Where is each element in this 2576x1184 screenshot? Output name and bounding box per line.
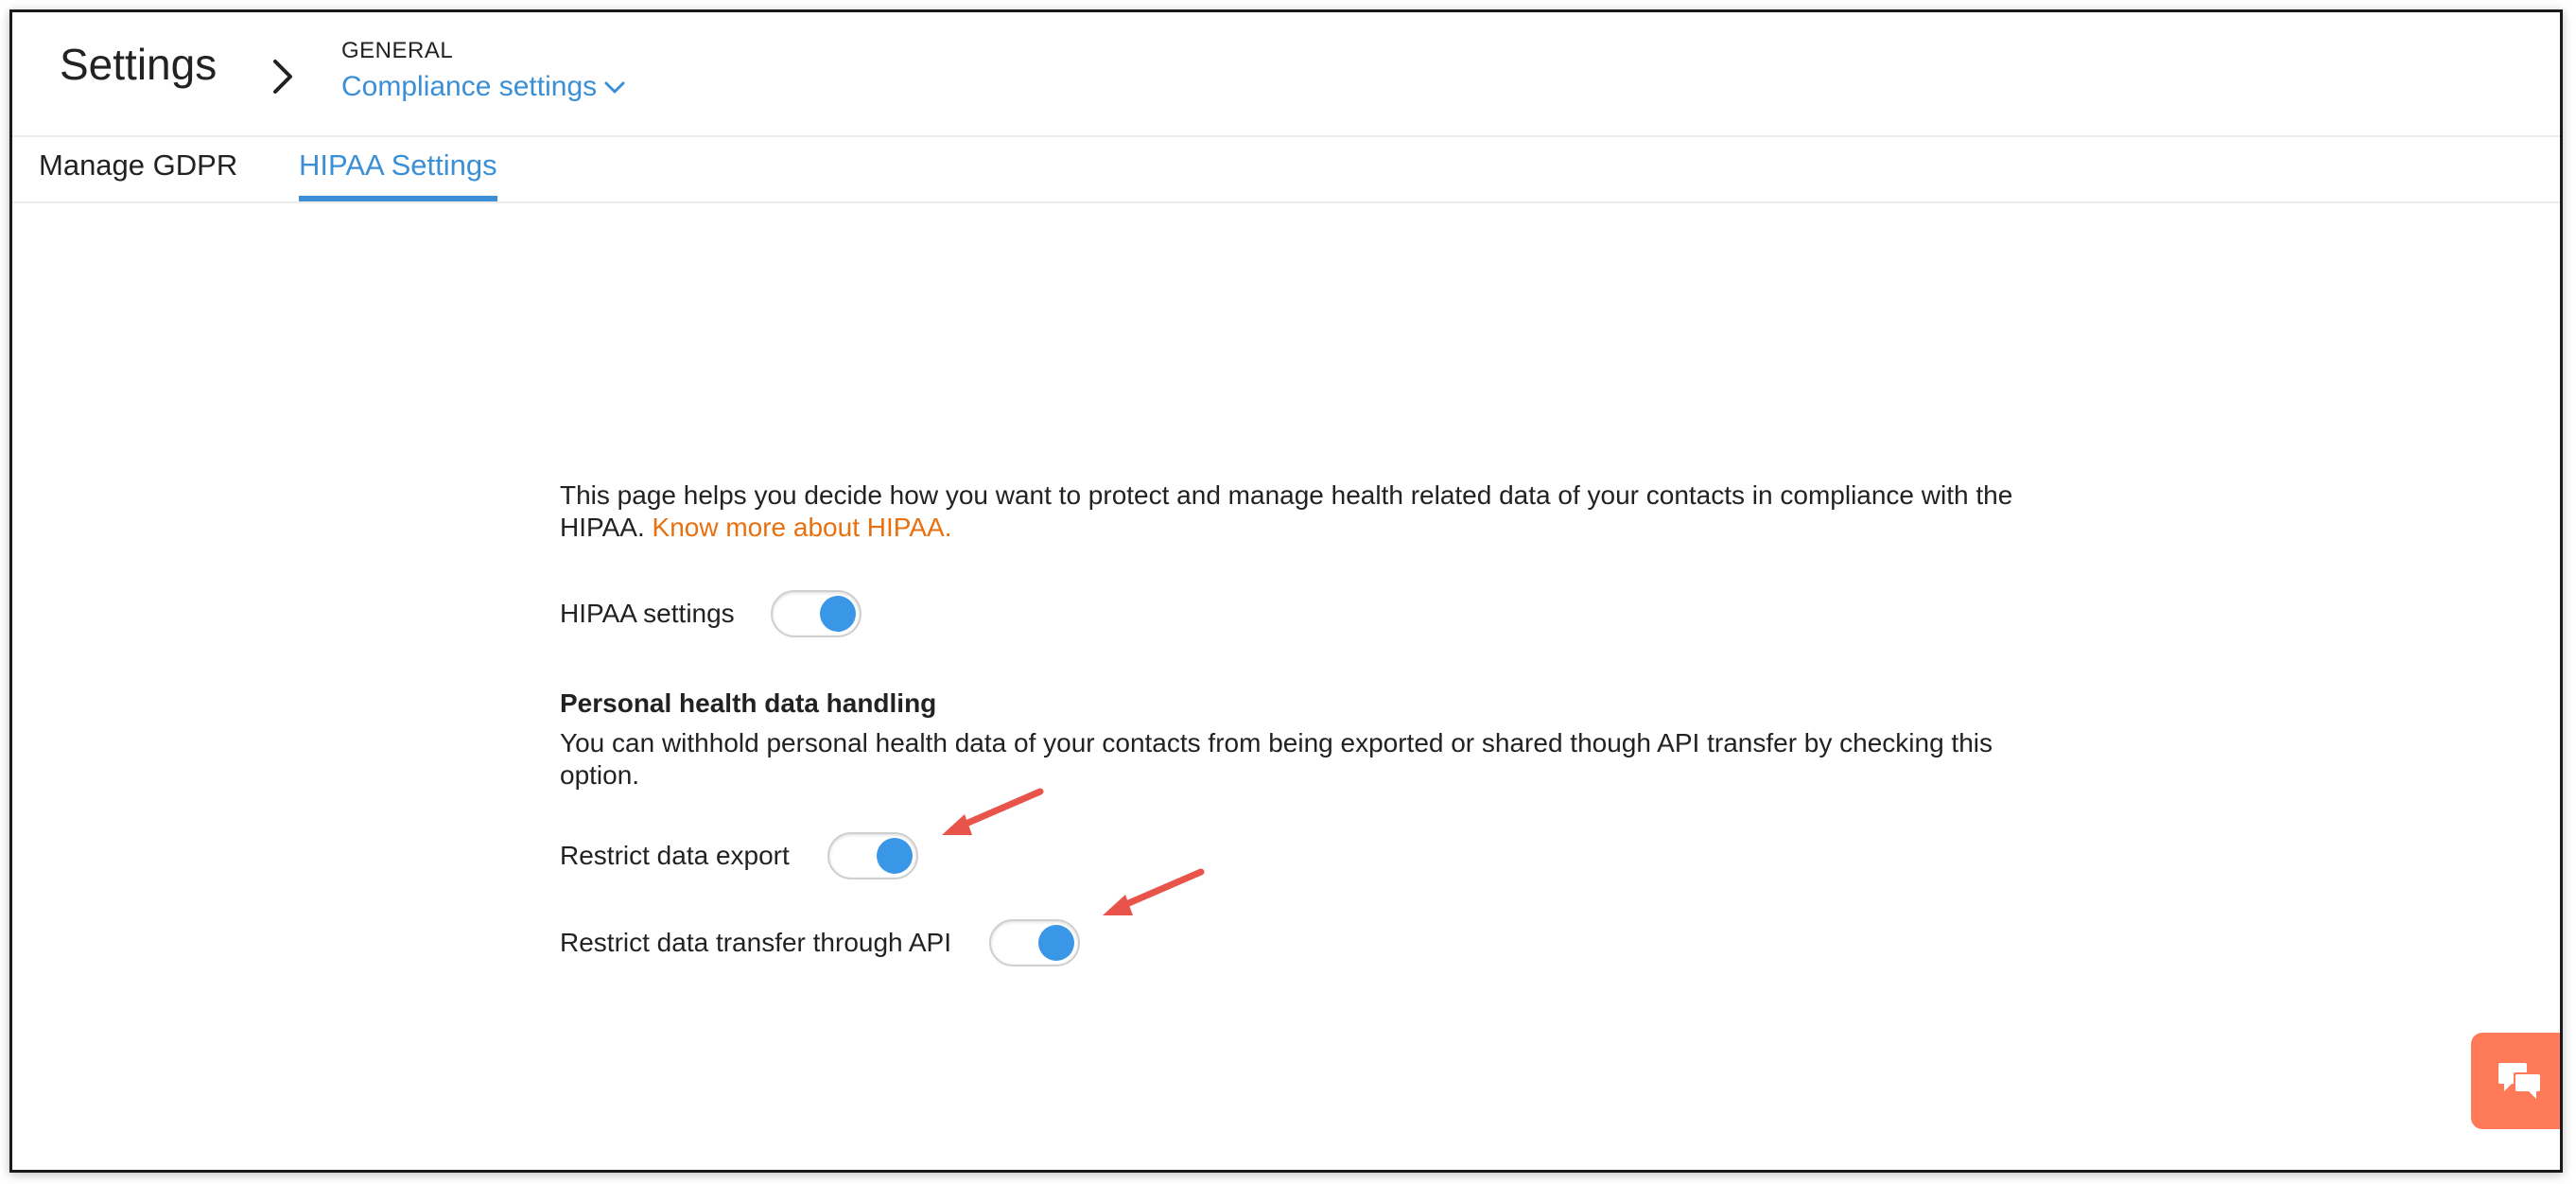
chat-bubbles-icon bbox=[2497, 1059, 2544, 1103]
intro-text: This page helps you decide how you want to protect and manage health related data of your contacts in compliance with the HIPAA. bbox=[560, 480, 2013, 542]
hipaa-settings-label: HIPAA settings bbox=[560, 599, 735, 628]
toggle-knob bbox=[1038, 925, 1074, 961]
hipaa-settings-toggle[interactable] bbox=[771, 590, 862, 637]
know-more-link[interactable]: Know more about HIPAA. bbox=[652, 513, 952, 542]
tab-hipaa-settings[interactable]: HIPAA Settings bbox=[299, 148, 497, 201]
chevron-down-icon bbox=[602, 75, 627, 99]
tab-manage-gdpr[interactable]: Manage GDPR bbox=[39, 148, 238, 182]
restrict-export-row bbox=[560, 832, 918, 879]
breadcrumb-current-label: Compliance settings bbox=[341, 71, 598, 102]
restrict-api-label: Restrict data transfer through API bbox=[560, 928, 951, 957]
restrict-api-toggle[interactable] bbox=[989, 919, 1080, 966]
restrict-api-row bbox=[560, 919, 1080, 966]
app-window bbox=[9, 9, 2563, 1173]
page-title: Settings bbox=[60, 40, 218, 89]
tab-bar bbox=[12, 137, 2560, 203]
breadcrumb-section: GENERAL bbox=[341, 38, 454, 63]
toggle-knob bbox=[820, 596, 856, 632]
restrict-export-toggle[interactable] bbox=[827, 832, 918, 879]
annotation-arrow-icon bbox=[1095, 866, 1209, 923]
chevron-right-icon bbox=[260, 54, 305, 99]
annotation-arrow-icon bbox=[934, 786, 1048, 843]
section-description: You can withhold personal health data of your contacts from being exported or shared though API transfer by checking this option. bbox=[560, 728, 1993, 790]
section-title: Personal health data handling bbox=[560, 688, 937, 718]
hipaa-content bbox=[560, 479, 2016, 957]
chat-button[interactable] bbox=[2471, 1033, 2563, 1129]
toggle-knob bbox=[877, 838, 913, 874]
intro-paragraph bbox=[560, 479, 2016, 544]
hipaa-settings-row bbox=[560, 590, 862, 637]
page-header bbox=[12, 12, 2560, 137]
breadcrumb-dropdown[interactable] bbox=[341, 71, 627, 103]
restrict-export-label: Restrict data export bbox=[560, 841, 790, 870]
